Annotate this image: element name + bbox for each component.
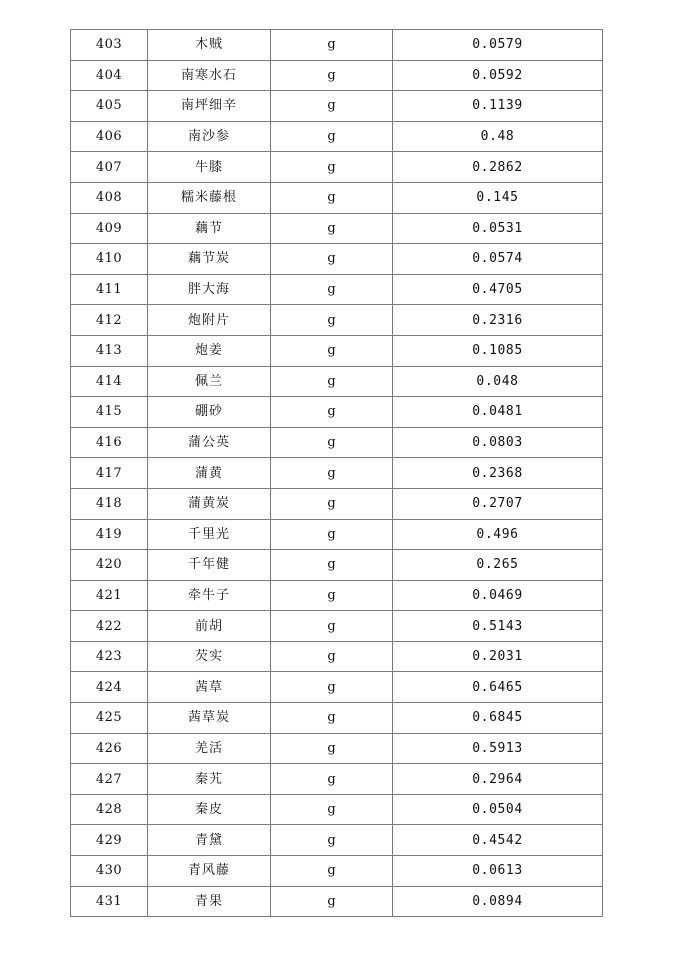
row-number: 405 (71, 91, 148, 122)
item-price: 0.6845 (393, 703, 603, 734)
item-name: 南沙参 (148, 121, 271, 152)
table-row (71, 213, 603, 244)
item-unit: g (271, 213, 393, 244)
item-name: 茜草炭 (148, 703, 271, 734)
item-name: 硼砂 (148, 397, 271, 428)
item-price: 0.0894 (393, 886, 603, 917)
table-row (71, 733, 603, 764)
table-row (71, 611, 603, 642)
row-number: 406 (71, 121, 148, 152)
item-unit: g (271, 60, 393, 91)
item-price: 0.2862 (393, 152, 603, 183)
table-row (71, 519, 603, 550)
item-price: 0.2707 (393, 488, 603, 519)
row-number: 424 (71, 672, 148, 703)
item-price: 0.2316 (393, 305, 603, 336)
table-row (71, 856, 603, 887)
row-number: 427 (71, 764, 148, 795)
item-unit: g (271, 305, 393, 336)
item-unit: g (271, 91, 393, 122)
item-name: 木贼 (148, 30, 271, 61)
item-name: 千里光 (148, 519, 271, 550)
table-row (71, 550, 603, 581)
table-row (71, 182, 603, 213)
row-number: 430 (71, 856, 148, 887)
table-row (71, 366, 603, 397)
item-unit: g (271, 703, 393, 734)
row-number: 404 (71, 60, 148, 91)
row-number: 419 (71, 519, 148, 550)
item-name: 炮附片 (148, 305, 271, 336)
item-unit: g (271, 458, 393, 489)
row-number: 431 (71, 886, 148, 917)
item-price: 0.0579 (393, 30, 603, 61)
item-unit: g (271, 672, 393, 703)
item-unit: g (271, 764, 393, 795)
item-unit: g (271, 121, 393, 152)
item-unit: g (271, 794, 393, 825)
item-price: 0.1139 (393, 91, 603, 122)
item-name: 胖大海 (148, 274, 271, 305)
item-price: 0.0481 (393, 397, 603, 428)
item-unit: g (271, 641, 393, 672)
row-number: 422 (71, 611, 148, 642)
item-name: 蒲黄 (148, 458, 271, 489)
table-row (71, 886, 603, 917)
item-name: 炮姜 (148, 335, 271, 366)
row-number: 413 (71, 335, 148, 366)
item-unit: g (271, 366, 393, 397)
table-row (71, 427, 603, 458)
table-row (71, 60, 603, 91)
row-number: 408 (71, 182, 148, 213)
table-row (71, 703, 603, 734)
row-number: 428 (71, 794, 148, 825)
item-price: 0.4542 (393, 825, 603, 856)
item-unit: g (271, 825, 393, 856)
item-name: 牛膝 (148, 152, 271, 183)
item-price: 0.145 (393, 182, 603, 213)
table-row (71, 91, 603, 122)
item-name: 南寒水石 (148, 60, 271, 91)
item-price: 0.2964 (393, 764, 603, 795)
item-name: 秦皮 (148, 794, 271, 825)
item-name: 蒲黄炭 (148, 488, 271, 519)
table-row (71, 397, 603, 428)
row-number: 410 (71, 244, 148, 275)
item-price: 0.5913 (393, 733, 603, 764)
item-name: 秦艽 (148, 764, 271, 795)
table-row (71, 244, 603, 275)
item-price: 0.496 (393, 519, 603, 550)
table-row (71, 580, 603, 611)
table-row (71, 305, 603, 336)
item-unit: g (271, 886, 393, 917)
table-row (71, 152, 603, 183)
row-number: 414 (71, 366, 148, 397)
item-price: 0.265 (393, 550, 603, 581)
item-name: 佩兰 (148, 366, 271, 397)
table-row (71, 825, 603, 856)
item-name: 藕节炭 (148, 244, 271, 275)
table-row (71, 764, 603, 795)
item-name: 芡实 (148, 641, 271, 672)
item-price: 0.0574 (393, 244, 603, 275)
table-row (71, 641, 603, 672)
row-number: 407 (71, 152, 148, 183)
item-unit: g (271, 427, 393, 458)
item-unit: g (271, 488, 393, 519)
item-price: 0.48 (393, 121, 603, 152)
table-row (71, 458, 603, 489)
item-unit: g (271, 30, 393, 61)
item-price: 0.048 (393, 366, 603, 397)
item-price: 0.6465 (393, 672, 603, 703)
table-row (71, 794, 603, 825)
item-unit: g (271, 244, 393, 275)
item-price: 0.2031 (393, 641, 603, 672)
item-price: 0.0803 (393, 427, 603, 458)
item-name: 牵牛子 (148, 580, 271, 611)
row-number: 420 (71, 550, 148, 581)
item-price: 0.5143 (393, 611, 603, 642)
item-name: 蒲公英 (148, 427, 271, 458)
table-body (71, 30, 603, 917)
item-name: 羌活 (148, 733, 271, 764)
row-number: 421 (71, 580, 148, 611)
price-table (70, 29, 603, 917)
item-unit: g (271, 335, 393, 366)
item-unit: g (271, 580, 393, 611)
row-number: 423 (71, 641, 148, 672)
item-unit: g (271, 856, 393, 887)
item-price: 0.4705 (393, 274, 603, 305)
item-unit: g (271, 397, 393, 428)
item-name: 青风藤 (148, 856, 271, 887)
item-unit: g (271, 733, 393, 764)
item-unit: g (271, 274, 393, 305)
item-price: 0.0469 (393, 580, 603, 611)
row-number: 418 (71, 488, 148, 519)
item-unit: g (271, 182, 393, 213)
table-row (71, 672, 603, 703)
item-name: 南坪细辛 (148, 91, 271, 122)
item-unit: g (271, 152, 393, 183)
row-number: 425 (71, 703, 148, 734)
item-price: 0.0613 (393, 856, 603, 887)
item-price: 0.0504 (393, 794, 603, 825)
item-unit: g (271, 519, 393, 550)
item-name: 千年健 (148, 550, 271, 581)
row-number: 415 (71, 397, 148, 428)
row-number: 416 (71, 427, 148, 458)
item-name: 藕节 (148, 213, 271, 244)
item-price: 0.2368 (393, 458, 603, 489)
table-row (71, 274, 603, 305)
row-number: 403 (71, 30, 148, 61)
item-name: 前胡 (148, 611, 271, 642)
row-number: 429 (71, 825, 148, 856)
item-name: 青果 (148, 886, 271, 917)
table-row (71, 30, 603, 61)
item-name: 茜草 (148, 672, 271, 703)
item-unit: g (271, 550, 393, 581)
row-number: 426 (71, 733, 148, 764)
item-name: 糯米藤根 (148, 182, 271, 213)
item-price: 0.0531 (393, 213, 603, 244)
item-unit: g (271, 611, 393, 642)
row-number: 409 (71, 213, 148, 244)
row-number: 412 (71, 305, 148, 336)
item-name: 青黛 (148, 825, 271, 856)
item-price: 0.0592 (393, 60, 603, 91)
table-row (71, 121, 603, 152)
table-row (71, 488, 603, 519)
table-row (71, 335, 603, 366)
row-number: 411 (71, 274, 148, 305)
item-price: 0.1085 (393, 335, 603, 366)
row-number: 417 (71, 458, 148, 489)
